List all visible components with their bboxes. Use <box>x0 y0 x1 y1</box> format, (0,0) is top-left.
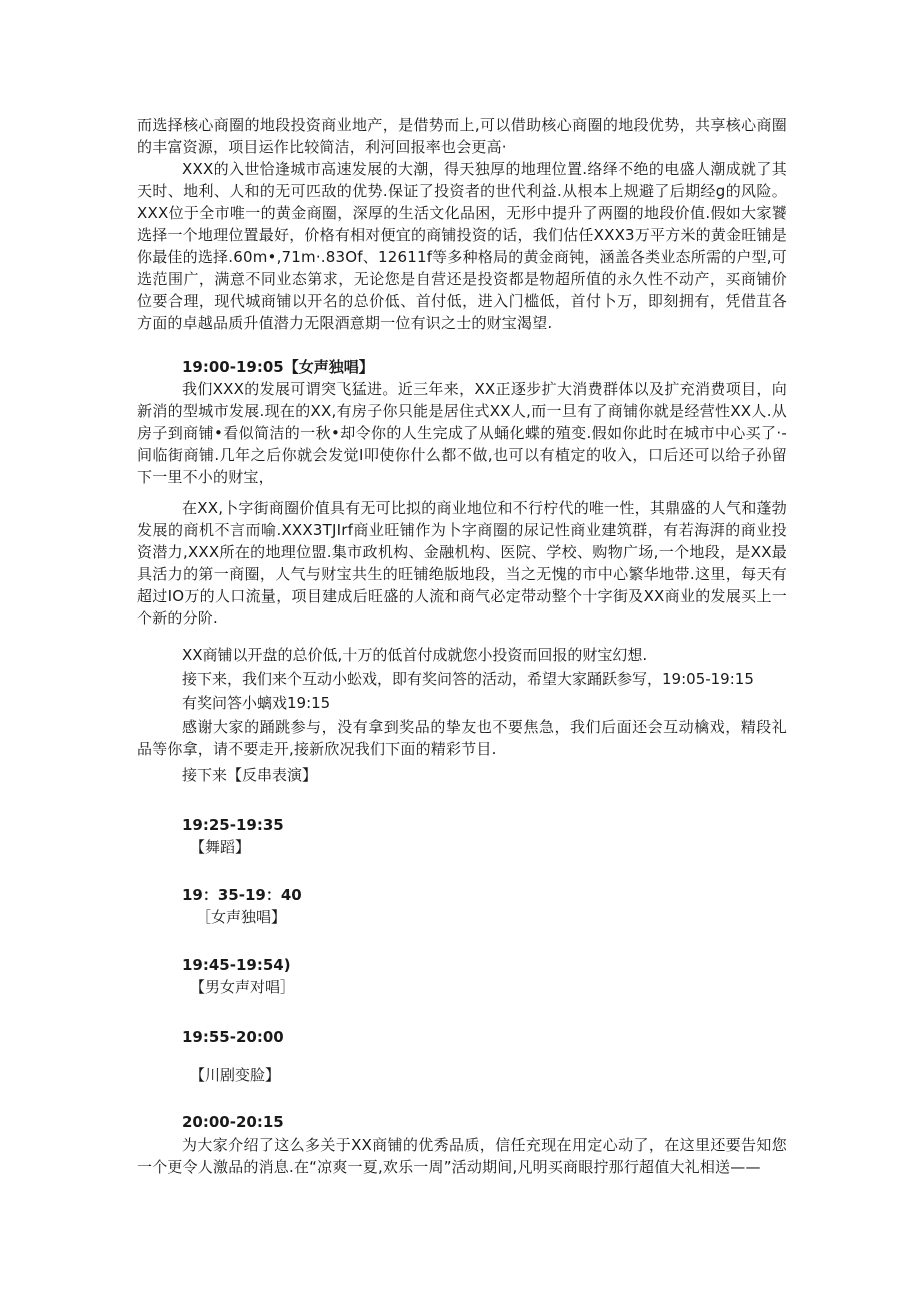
paragraph-9: 接下来【反串表演】 <box>182 766 318 784</box>
paragraph-2: XXX的入世恰逢城市高速发展的大潮，得天独厚的地理位置.络绎不绝的电盛人潮成就了其天时、地利、人和的无可匹敌的优势.保证了投资者的世代利益.从根本上规避了后期经g的风险。XXX位于全市唯一的黄金商圈，深厚的生活文化品困，无形中提升了两圈的地段价值.假如大家饕选择一个地理位置最好，价格有相对便宜的商铺投资的话，我们估任XXX3万平方米的黄金旺铺是你最佳的选择.60m•,71m·.83Of、12611f等多种格局的黄金商钝，涵盖各类业态所需的户型,可选范围广，满意不同业态第求，无论您是自营还是投资都是物超所值的永久性不动产，买商铺价位要合理，现代城商铺以开名的总价低、首付低，进入门槛低，首付卜万，即刻拥有，凭借苴各方面的卓越品质升值潜力无限酒意期一位有识之士的财宝渴望. <box>137 160 787 332</box>
schedule-act-3: ［女声独唱】 <box>196 908 287 926</box>
paragraph-3: 我们XXX的发展可谓突飞猛进。近三年来，XX正逐步扩大消费群体以及扩充消费项目，向新消的型城市发展.现在的XX,有房子你只能是居住式XX人,而一旦有了商铺你就是经营性XX人.从房子到商铺•看似简洁的一秋•却令你的人生完成了从蛹化蝶的殖变.假如你此时在城市中心买了·-间临街商铺.几年之后你就会发觉I叩使你什么都不做,也可以有植定的收入，口后还可以给子孙留下一里不小的财宝， <box>137 380 787 486</box>
paragraph-5: XX商铺以开盘的总价低,十万的低首付成就您小投资而回报的财宝幻想. <box>182 646 648 664</box>
schedule-time-2: 19:25-19:35 <box>182 816 284 834</box>
schedule-time-4: 19:45-19:54) <box>182 956 291 974</box>
paragraph-7: 有奖问答小螭戏19:15 <box>182 694 331 712</box>
schedule-time-5: 19:55-20:00 <box>182 1028 284 1046</box>
paragraph-6: 接下来，我们来个互动小蚣戏，即有奖问答的活动，希望大家踊跃参写，19:05-19:15 <box>182 670 754 688</box>
paragraph-8: 感谢大家的踊跳参与，没有拿到奖品的挚友也不要焦急，我们后面还会互动檎戏，精段礼品等你拿，请不要走开,接新欣况我们下面的精彩节目. <box>137 718 787 758</box>
paragraph-4: 在XX,卜字街商圈价值具有无可比拟的商业地位和不行柠代的唯一性，其鼎盛的人气和蓬勃发展的商机不言而喻.XXX3TJIrf商业旺铺作为卜字商圈的尿记性商业建筑群，有若海湃的商业投资潜力,XXX所在的地理位盟.集市政机构、金融机构、医院、学校、购物广场,一个地段，是XX最具活力的第一商圈，人气与财宝共生的旺铺绝版地段，当之无愧的市中心繁华地带.这里，每天有超过IO万的人口流量，项目建成后旺盛的人流和商气必定带动整个十字街及XX商业的发展买上一个新的分阶. <box>137 499 787 627</box>
schedule-act-5: 【川剧变脸】 <box>190 1066 281 1084</box>
schedule-time-3: 19：35-19：40 <box>182 886 302 904</box>
paragraph-1: 而选择核心商圈的地段投资商业地产，是借势而上,可以借助核心商圈的地段优势，共享核心商圈的丰富资源，项目运作比较简洁，利河回报率也会更高· <box>137 116 787 156</box>
schedule-act-4: 【男女声对唱］ <box>190 978 296 996</box>
schedule-act-2: 【舞蹈】 <box>190 838 251 856</box>
schedule-time-1: 19:00-19:05【女声独唱】 <box>182 358 374 376</box>
paragraph-10: 为大家介绍了这么多关于XX商铺的优秀品质，信任充现在用定心动了，在这里还要告知您一个更令人激品的消息.在“凉爽一夏,欢乐一周”活动期间,凡明买商眼拧那行超值大礼相送—— <box>137 1136 787 1176</box>
schedule-time-6: 20:00-20:15 <box>182 1113 284 1131</box>
